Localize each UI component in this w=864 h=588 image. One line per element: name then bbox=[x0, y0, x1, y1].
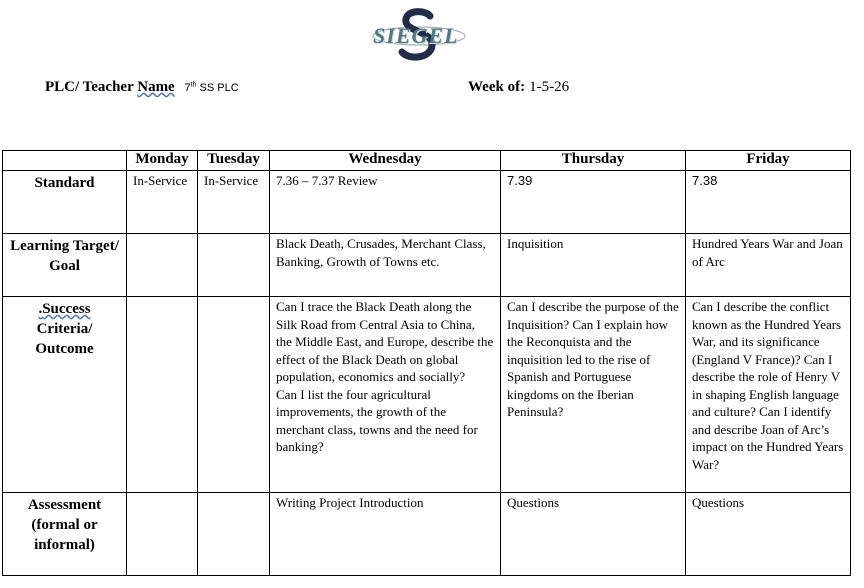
cell-assessment-thursday: Questions bbox=[501, 493, 686, 576]
row-label-success-criteria: .Success Criteria/ Outcome bbox=[3, 297, 127, 493]
cell-assessment-tuesday bbox=[198, 493, 270, 576]
week-label: Week of: bbox=[468, 79, 526, 95]
cell-standard-tuesday: In-Service bbox=[198, 171, 270, 234]
cell-assessment-wednesday: Writing Project Introduction bbox=[270, 493, 501, 576]
cell-target-friday: Hundred Years War and Joan of Arc bbox=[686, 234, 851, 297]
cell-target-monday bbox=[127, 234, 198, 297]
corner-header bbox=[3, 151, 127, 171]
cell-target-thursday: Inquisition bbox=[501, 234, 686, 297]
cell-standard-thursday: 7.39 bbox=[501, 171, 686, 234]
monday-header: Monday bbox=[127, 151, 198, 171]
header-row bbox=[3, 151, 851, 171]
cell-success-wednesday: Can I trace the Black Death along the Silk Road from Central Asia to China, the Middle East, and Europe, describe the effect of the Black Death on global population, economics and socially? Can I list the four agricultural improvements, the growth of the merchant class, towns and the need for banking? bbox=[270, 297, 501, 493]
logo-wordmark: SIEGEL bbox=[373, 23, 459, 48]
plc-value: 7th SS PLC bbox=[184, 81, 239, 94]
table-row-standard bbox=[3, 171, 851, 234]
cell-success-friday: Can I describe the conflict known as the Hundred Years War, and its significance (England V France)? Can I describe the role of Henry V in shaping English language and culture? Can I identify and describe Joan of Arc’s impact on the Hundred Years War? bbox=[686, 297, 851, 493]
cell-success-thursday: Can I describe the purpose of the Inquisition? Can I explain how the Reconquista and the inquisition led to the rise of Spanish and Portuguese kingdoms on the Iberian Peninsula? bbox=[501, 297, 686, 493]
tuesday-header: Tuesday bbox=[198, 151, 270, 171]
plc-label: PLC/ Teacher bbox=[45, 79, 138, 95]
cell-assessment-friday: Questions bbox=[686, 493, 851, 576]
table-row-success-criteria bbox=[3, 297, 851, 493]
thursday-header: Thursday bbox=[501, 151, 686, 171]
teacher-name-label: Name bbox=[137, 79, 175, 95]
plc-teacher-line bbox=[45, 79, 239, 96]
cell-target-wednesday: Black Death, Crusades, Merchant Class, Banking, Growth of Towns etc. bbox=[270, 234, 501, 297]
cell-standard-friday: 7.38 bbox=[686, 171, 851, 234]
row-label-assessment: Assessment (formal or informal) bbox=[3, 493, 127, 576]
cell-target-tuesday bbox=[198, 234, 270, 297]
cell-assessment-monday bbox=[127, 493, 198, 576]
table-row-assessment bbox=[3, 493, 851, 576]
week-of-line bbox=[468, 79, 569, 96]
cell-success-monday bbox=[127, 297, 198, 493]
school-logo bbox=[364, 6, 474, 62]
friday-header: Friday bbox=[686, 151, 851, 171]
row-label-standard: Standard bbox=[3, 171, 127, 234]
week-value: 1-5-26 bbox=[529, 79, 570, 95]
wednesday-header: Wednesday bbox=[270, 151, 501, 171]
row-label-learning-target: Learning Target/ Goal bbox=[3, 234, 127, 297]
cell-standard-wednesday: 7.36 – 7.37 Review bbox=[270, 171, 501, 234]
lesson-plan-table bbox=[2, 150, 851, 576]
table-row-learning-target bbox=[3, 234, 851, 297]
cell-success-tuesday bbox=[198, 297, 270, 493]
cell-standard-monday: In-Service bbox=[127, 171, 198, 234]
